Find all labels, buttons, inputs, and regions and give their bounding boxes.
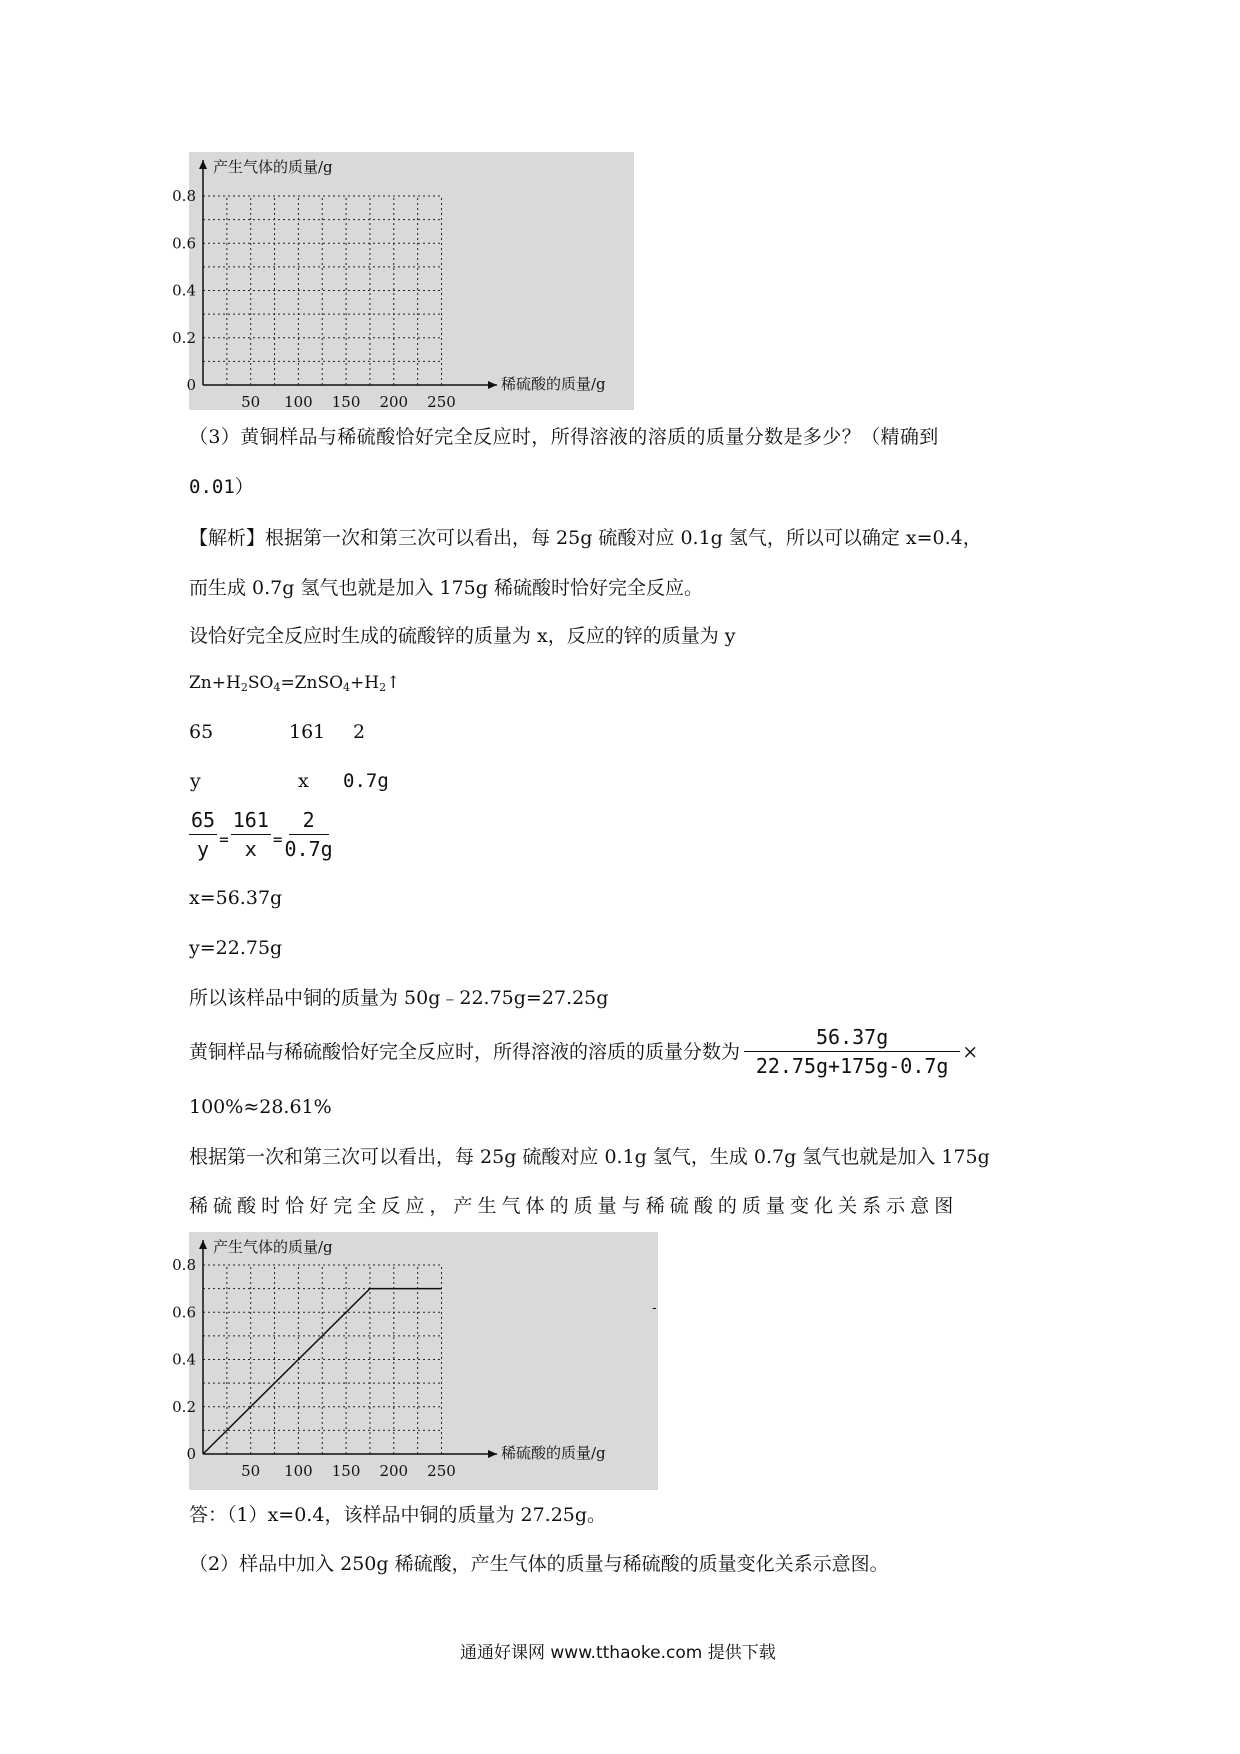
q3-line2: 0.01） <box>189 476 254 498</box>
fraction-numerator: 56.37g <box>744 1025 960 1052</box>
footer-text: 通通好课网 www.tthaoke.com 提供下载 <box>460 1643 776 1663</box>
fraction <box>285 808 333 861</box>
y-axis-label: 产生气体的质量/g <box>213 158 333 176</box>
fraction-denominator: x <box>244 837 257 861</box>
y-axis-arrow <box>199 1240 207 1249</box>
empty-chart <box>172 152 634 411</box>
x-tick-label: 250 <box>427 1462 456 1480</box>
x-tick-label: 50 <box>241 393 261 411</box>
eq-part: +H <box>350 673 380 693</box>
analysis-line1: 【解析】根据第一次和第三次可以看出，每 25g 硫酸对应 0.1g 氢气，所以可以确定 x=0.4， <box>189 527 982 549</box>
gas-mass-chart <box>172 1232 658 1490</box>
eq-arrow: ↑ <box>386 673 401 693</box>
fraction-numerator: 65 <box>189 808 217 835</box>
mass-fraction-line <box>189 1025 978 1078</box>
eq-sub: 2 <box>379 681 387 694</box>
x-axis-label: 稀硫酸的质量/g <box>501 375 606 393</box>
x-tick-label: 150 <box>331 1462 361 1480</box>
x-tick-label: 100 <box>284 1462 313 1480</box>
result-x: x=56.37g <box>189 887 283 909</box>
fraction-denominator: 0.7g <box>284 837 333 861</box>
ratio-161: 161 <box>289 721 326 743</box>
var-x: x <box>298 770 309 792</box>
mass-fraction-result: 100%≈28.61% <box>189 1096 332 1118</box>
y-tick-label: 0.8 <box>172 187 196 205</box>
var-07g: 0.7g <box>343 770 389 792</box>
var-y: y <box>190 770 201 792</box>
analysis-line2: 而生成 0.7g 氢气也就是加入 175g 稀硫酸时恰好完全反应。 <box>189 577 703 599</box>
stray-mark: - <box>652 1300 657 1316</box>
fraction-denominator: y <box>197 837 210 861</box>
eq-sub: 4 <box>273 681 281 694</box>
x-axis-label: 稀硫酸的质量/g <box>501 1444 606 1462</box>
equals-sign: = <box>272 830 283 849</box>
y-tick-label: 0.6 <box>172 1303 196 1322</box>
answer-2: （2）样品中加入 250g 稀硫酸，产生气体的质量与稀硫酸的质量变化关系示意图。 <box>189 1553 889 1575</box>
eq-sub: 4 <box>343 681 351 694</box>
answer-1: 答：（1）x=0.4，该样品中铜的质量为 27.25g。 <box>189 1504 607 1526</box>
fraction-denominator: 22.75g+175g-0.7g <box>755 1054 949 1078</box>
result-y: y=22.75g <box>189 937 283 959</box>
x-tick-label: 200 <box>379 1462 409 1480</box>
y-tick-label: 0 <box>186 1445 196 1463</box>
times-sign: × <box>962 1040 979 1063</box>
ratio-2: 2 <box>353 721 366 743</box>
eq-part: SO <box>247 673 274 693</box>
proportion-equation <box>189 808 333 861</box>
fraction-numerator: 161 <box>231 808 271 835</box>
y-tick-label: 0.2 <box>172 328 196 347</box>
mass-fraction <box>744 1025 960 1078</box>
x-tick-label: 50 <box>241 1462 261 1480</box>
y-tick-label: 0.4 <box>172 281 196 300</box>
eq-part: =ZnSO <box>280 673 344 693</box>
x-tick-label: 200 <box>379 393 409 411</box>
gas-mass-chart-svg <box>172 1232 658 1490</box>
y-tick-label: 0.6 <box>172 234 196 253</box>
x-axis-arrow <box>488 1450 497 1458</box>
y-axis-arrow <box>199 160 207 169</box>
copper-mass-line: 所以该样品中铜的质量为 50g﹣22.75g=27.25g <box>189 987 609 1009</box>
x-tick-label: 250 <box>427 393 456 411</box>
chemical-equation <box>189 671 400 700</box>
q3-line1: （3）黄铜样品与稀硫酸恰好完全反应时，所得溶液的溶质的质量分数是多少？（精确到 <box>189 426 939 448</box>
eq-part: Zn+H <box>189 673 241 693</box>
y-tick-label: 0.2 <box>172 1397 196 1416</box>
y-tick-label: 0 <box>186 376 196 394</box>
x-tick-label: 150 <box>331 393 361 411</box>
mass-fraction-prefix: 黄铜样品与稀硫酸恰好完全反应时，所得溶液的溶质的质量分数为 <box>189 1040 741 1063</box>
setup-line: 设恰好完全反应时生成的硫酸锌的质量为 x，反应的锌的质量为 y <box>189 625 736 647</box>
eq-sub: 2 <box>240 681 248 694</box>
again-line1: 根据第一次和第三次可以看出，每 25g 硫酸对应 0.1g 氢气，生成 0.7g 氢气也就是加入 175g <box>189 1146 990 1168</box>
empty-chart-svg <box>172 152 634 411</box>
y-tick-label: 0.8 <box>172 1256 196 1274</box>
y-tick-label: 0.4 <box>172 1350 196 1369</box>
fraction-numerator: 2 <box>289 808 329 835</box>
fraction <box>231 808 271 861</box>
fraction <box>189 808 217 861</box>
x-axis-arrow <box>488 381 497 389</box>
ratio-65: 65 <box>189 721 214 743</box>
x-tick-label: 100 <box>284 393 313 411</box>
again-line2: 稀 硫 酸 时 恰 好 完 全 反 应 ， 产 生 气 体 的 质 量 与 稀 硫 酸 的 质 量 变 化 关 系 示 意 图 <box>189 1195 953 1217</box>
equals-sign: = <box>219 830 229 849</box>
y-axis-label: 产生气体的质量/g <box>213 1238 333 1256</box>
